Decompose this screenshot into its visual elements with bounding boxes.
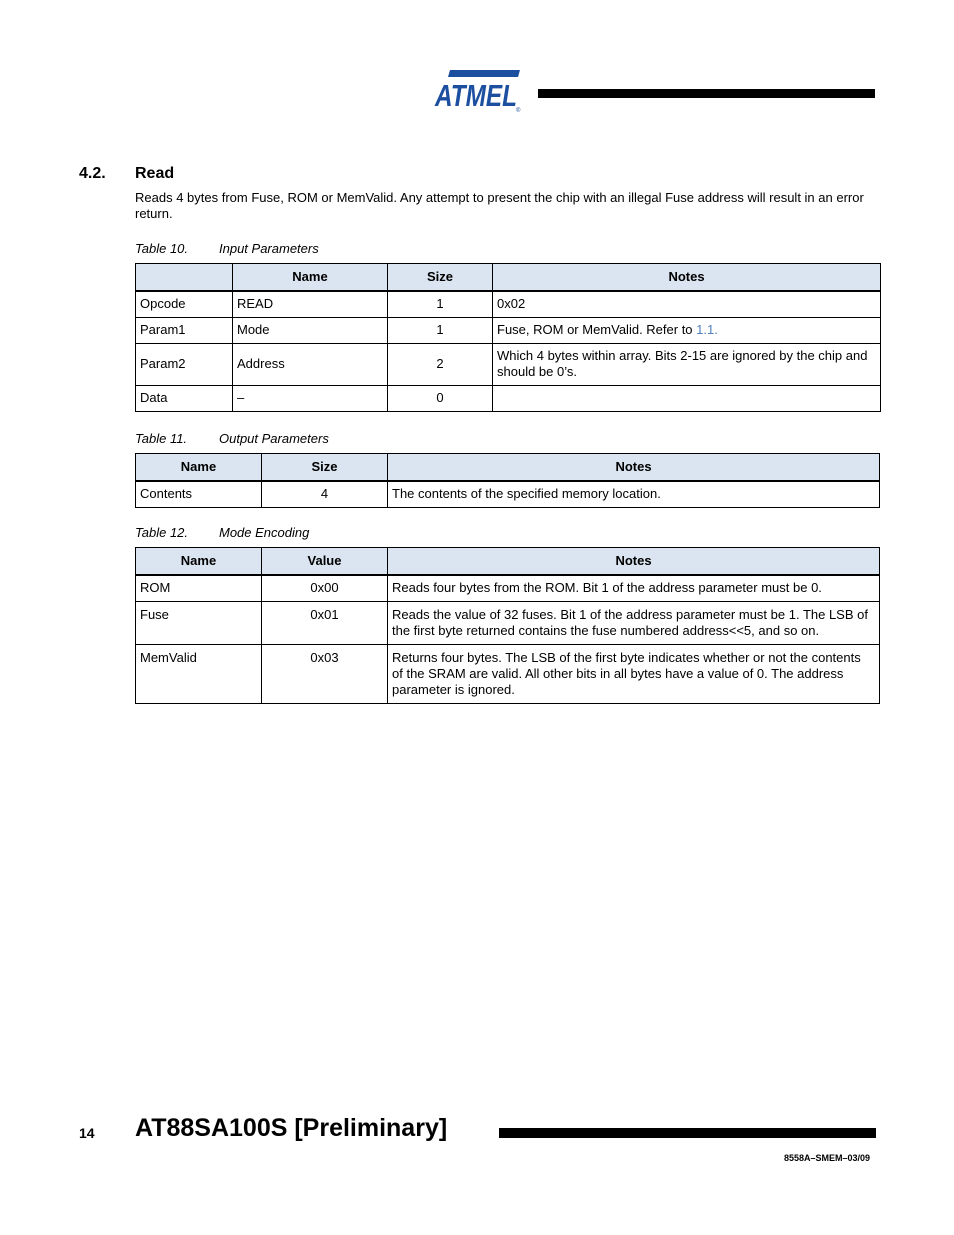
atmel-logo — [434, 68, 524, 114]
page-number: 14 — [79, 1125, 95, 1141]
document-title: AT88SA100S [Preliminary] — [135, 1114, 448, 1142]
param-cell: Opcode — [136, 291, 233, 317]
table10-caption — [135, 241, 319, 256]
name-cell: Contents — [136, 481, 262, 507]
table10-caption-number: Table 10. — [135, 241, 189, 256]
value-cell: 0x00 — [262, 575, 388, 601]
section-reference-link[interactable]: 1.1. — [696, 322, 718, 337]
name-cell: – — [233, 385, 388, 411]
size-cell: 1 — [388, 317, 493, 343]
notes-text: Fuse, ROM or MemValid. Refer to — [497, 322, 697, 337]
table12-caption-title: Mode Encoding — [219, 525, 310, 540]
output-parameters-table — [135, 453, 880, 508]
name-cell: READ — [233, 291, 388, 317]
input-parameters-table — [135, 263, 881, 412]
notes-cell: Returns four bytes. The LSB of the first byte indicates whether or not the contents of the SRAM are valid. All other bits in all bytes have a value of 0. The address parameter is ignored. — [388, 644, 880, 703]
table-row — [136, 317, 881, 343]
table-row — [136, 343, 881, 385]
table-row — [136, 601, 880, 644]
notes-cell: 0x02 — [493, 291, 881, 317]
column-header: Notes — [493, 264, 881, 292]
column-header: Size — [388, 264, 493, 292]
table12-caption-number: Table 12. — [135, 525, 189, 540]
notes-cell: Reads the value of 32 fuses. Bit 1 of the address parameter must be 1. The LSB of the first byte returned contains the fuse numbered address<<5, and so on. — [388, 601, 880, 644]
section-intro: Reads 4 bytes from Fuse, ROM or MemValid. Any attempt to present the chip with an illegal Fuse address will result in an error return. — [135, 190, 864, 221]
name-cell: Fuse — [136, 601, 262, 644]
name-cell: Mode — [233, 317, 388, 343]
name-cell: ROM — [136, 575, 262, 601]
table11-caption-title: Output Parameters — [219, 431, 329, 446]
param-cell: Param1 — [136, 317, 233, 343]
section-number: 4.2. — [79, 165, 106, 182]
header-rule — [538, 89, 875, 98]
column-header: Size — [262, 454, 388, 482]
notes-cell: Which 4 bytes within array. Bits 2-15 are ignored by the chip and should be 0’s. — [493, 343, 881, 385]
size-cell: 0 — [388, 385, 493, 411]
table10-caption-title: Input Parameters — [219, 241, 319, 256]
footer-rule — [499, 1128, 876, 1138]
table11-caption-number: Table 11. — [135, 431, 188, 446]
table-header-row — [136, 264, 881, 292]
mode-encoding-table — [135, 547, 880, 704]
document-code: 8558A–SMEM–03/09 — [783, 1153, 870, 1163]
column-header: Notes — [388, 454, 880, 482]
logo-registered-mark: ® — [516, 108, 521, 114]
table-row — [136, 481, 880, 507]
notes-cell — [493, 385, 881, 411]
param-cell: Data — [136, 385, 233, 411]
value-cell: 0x01 — [262, 601, 388, 644]
size-cell: 1 — [388, 291, 493, 317]
column-header: Name — [136, 454, 262, 482]
name-cell: Address — [233, 343, 388, 385]
table-row — [136, 385, 881, 411]
column-header: Name — [136, 548, 262, 576]
table-header-row — [136, 454, 880, 482]
table-row — [136, 291, 881, 317]
notes-cell: The contents of the specified memory location. — [388, 481, 880, 507]
notes-cell: Reads four bytes from the ROM. Bit 1 of the address parameter must be 0. — [388, 575, 880, 601]
column-header — [136, 264, 233, 292]
column-header: Value — [262, 548, 388, 576]
table-header-row — [136, 548, 880, 576]
column-header: Notes — [388, 548, 880, 576]
notes-cell — [493, 317, 881, 343]
table-row — [136, 575, 880, 601]
size-cell: 4 — [262, 481, 388, 507]
name-cell: MemValid — [136, 644, 262, 703]
table11-caption — [135, 431, 329, 446]
param-cell: Param2 — [136, 343, 233, 385]
value-cell: 0x03 — [262, 644, 388, 703]
column-header: Name — [233, 264, 388, 292]
section-title: Read — [135, 165, 175, 182]
table-row — [136, 644, 880, 703]
table12-caption — [135, 525, 309, 540]
logo-text: ATMEL — [434, 78, 517, 113]
size-cell: 2 — [388, 343, 493, 385]
